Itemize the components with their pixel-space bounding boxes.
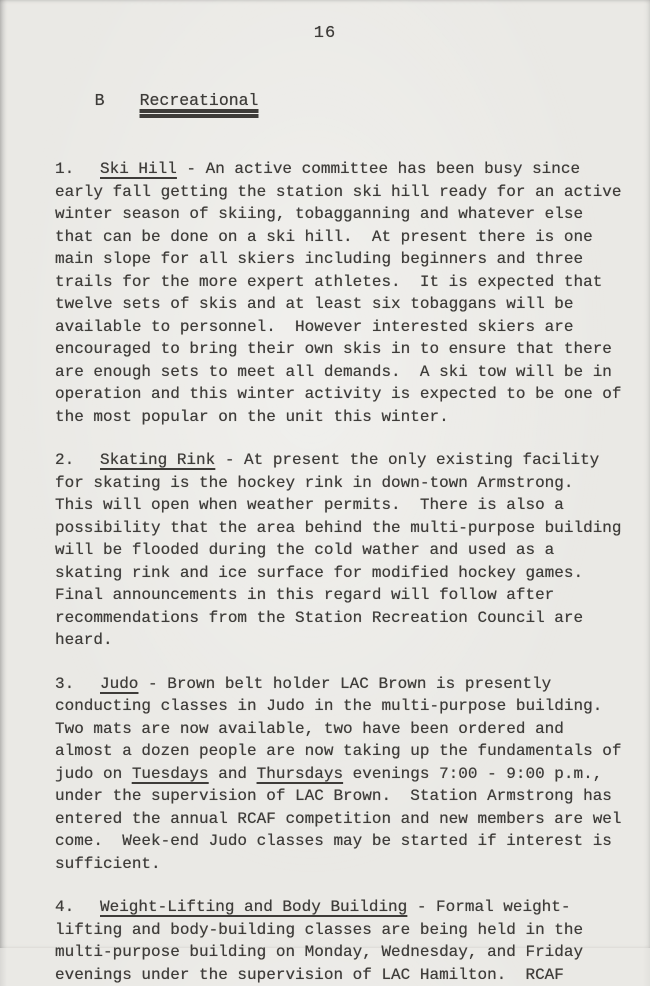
section-letter: B (94, 91, 105, 110)
paragraph-3 (55, 673, 632, 876)
section-header (55, 68, 625, 134)
paragraph-2 (55, 449, 632, 652)
paragraph-number: 2. (55, 451, 75, 469)
body-text: - Formal weight-lifting and body-building classes are being held in the multi-purpose building on Monday, Wednesday, and Friday evenings under the supervision of LAC Hamilton. RCAF (55, 898, 593, 984)
paragraph-list (55, 158, 632, 986)
paragraph-4 (55, 896, 625, 986)
paragraph-number: 4. (55, 898, 75, 916)
body-text: - Brown belt holder LAC Brown is presently conducting classes in Judo in the multi-purpose building. Two mats are now available, two have been ordered and almost a dozen people are now taking up the fundamentals of judo on (55, 674, 632, 783)
paragraph-heading: Ski Hill (100, 160, 177, 178)
body-text: and (208, 764, 257, 783)
section-title: Recreational (139, 91, 259, 110)
paragraph-number: 1. (55, 160, 75, 178)
paragraph-heading: Weight-Lifting and Body Building (100, 898, 408, 916)
body-text: evenings 7:00 - 9:00 p.m., under the supervision of LAC Brown. Station Armstrong has entered the annual RCAF competition and new members are wel come. Week-end Judo classes may be started if interest is sufficient. (55, 764, 632, 873)
body-text: - An active committee has been busy since early fall getting the station ski hill ready for an active winter season of skiing, tobagganning and whatever else that can be done on a ski hill. At present there is one main slope for all skiers including beginners and three trails for the more expert athletes. It is expected that twelve sets of skis and at least six tobaggans will be available to personnel. However interested skiers are encouraged to bring their own skis in to ensure that there are enough sets to meet all demands. A ski tow will be in operation and this winter activity is expected to be one of the most popular on the unit this winter. (55, 160, 632, 426)
paragraph-1 (55, 158, 632, 428)
body-text: - At present the only existing facility for skating is the hockey rink in down-town Armstrong. This will open when weather permits. There is also a possibility that the area behind the multi-purpose building will be flooded during the cold wather and used as a skating rink and ice surface for modified hockey games. Final announcements in this regard will follow after recommendations from the Station Recreation Council are heard. (55, 451, 632, 649)
page-number: 16 (313, 24, 337, 43)
underlined-text: Tuesdays (131, 764, 209, 783)
paragraph-heading: Judo (100, 674, 139, 693)
underlined-text: Thursdays (256, 764, 344, 783)
paragraph-heading: Skating Rink (100, 451, 216, 469)
paragraph-number: 3. (55, 674, 75, 693)
